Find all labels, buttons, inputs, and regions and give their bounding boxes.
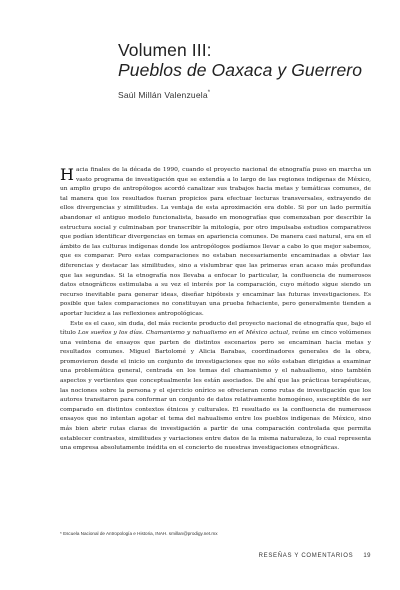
page-number: 19 bbox=[363, 553, 371, 559]
author-line bbox=[118, 90, 368, 100]
volume-title: Volumen III: bbox=[118, 40, 212, 60]
footnote: * Escuela Nacional de Antropología e Historia, INAH. smillan@prodigy.net.mx bbox=[60, 531, 218, 536]
body-text bbox=[60, 166, 371, 454]
paragraph-1 bbox=[60, 166, 371, 320]
paragraph-2-text-rest: reúne en cinco volúmenes una veintena de ensayos que parten de distintos escenarios pero se encaminan hacia metas y resultados comunes. Miguel Bartolomé y Alicia Barabas, coordinadores generales de la obra, promovieron desde el inicio un conjunto de investigaciones que no sólo estaban dirigidas a examinar una problemática general, centrada en los temas del chamanismo y el nahualismo, sino también aspectos y vertientes que conceptualmente les están asociados. De ahí que las prácticas terapéuticas, las nociones sobre la persona y el ejercicio onírico se ofrecieran como rutas de investigación que los autores transitaron para conformar un conjunto de datos relativamente homogéneo, susceptible de ser comparado en distintos contextos étnicos y culturales. El resultado es la confluencia de numerosos ensayos que no intentan agotar el tema del nahualismo entre los pueblos indígenas de México, sino más bien abrir rutas claras de investigación a partir de una comparación controlada que permita establecer contrastes, similitudes y variaciones entre datos de la misma naturaleza, lo cual representa una empresa absolutamente inédita en el concierto de nuestras investigaciones etnográficas. bbox=[60, 330, 372, 452]
drop-cap: H bbox=[60, 165, 74, 184]
page-footer bbox=[60, 553, 371, 559]
book-title-italic: Los sueños y los días. Chamanismo y nahualismo en el México actual, bbox=[78, 330, 290, 337]
paragraph-2-text-start: Este es el caso, sin duda, del más reciente producto del proyecto nacional de etnografía que, bajo el título bbox=[60, 320, 371, 337]
volume-subtitle: Pueblos de Oaxaca y Guerrero bbox=[118, 60, 363, 80]
author-name: Saúl Millán Valenzuela bbox=[118, 90, 208, 100]
section-name: RESEÑAS Y COMENTARIOS bbox=[258, 553, 354, 559]
title-block bbox=[118, 40, 368, 100]
author-footnote-mark: * bbox=[207, 90, 211, 97]
paragraph-2 bbox=[60, 320, 371, 454]
paragraph-1-text: acia finales de la década de 1990, cuando el proyecto nacional de etnografía puso en marcha un vasto programa de investigación que se extendía a lo largo de las regiones indígenas de México, un amplio grupo de antropólogos acordó canalizar sus trabajos hacia metas y temáticas comunes, de tal manera que los resultados fueran propicios para efectuar lecturas transversales, extrayendo de ellos divergencias y similitudes. La ventaja de esta aproximación era doble. Si por un lado permitía abandonar el antiguo modelo funcionalista, basado en monografías que comenzaban por describir la estructura social y culminaban por transcribir la mitología, por otro impulsaba estudios comparativos que podían identificar divergencias en temas en apariencia comunes. De manera casi natural, era en el ámbito de las culturas indígenas donde los antropólogos podíamos llevar a cabo lo que mejor sabemos, que es comparar. Pero estas comparaciones no estaban necesariamente encaminadas a obviar las diferencias y destacar las similitudes, sino a vislumbrar que las primeras eran acaso más profundas que las segundas. Si la etnografía nos llevaba a enfocar lo particular, la confluencia de numerosos datos etnográficos estimulaba a su vez el interés por la comparación, cuyo método sigue siendo un recurso inevitable para generar ideas, diseñar hipótesis y encaminar las futuras investigaciones. Es posible que tales comparaciones no constituyan una prueba fehaciente, pero generalmente tienden a aportar lucidez a las reflexiones antropológicas. bbox=[60, 167, 371, 317]
